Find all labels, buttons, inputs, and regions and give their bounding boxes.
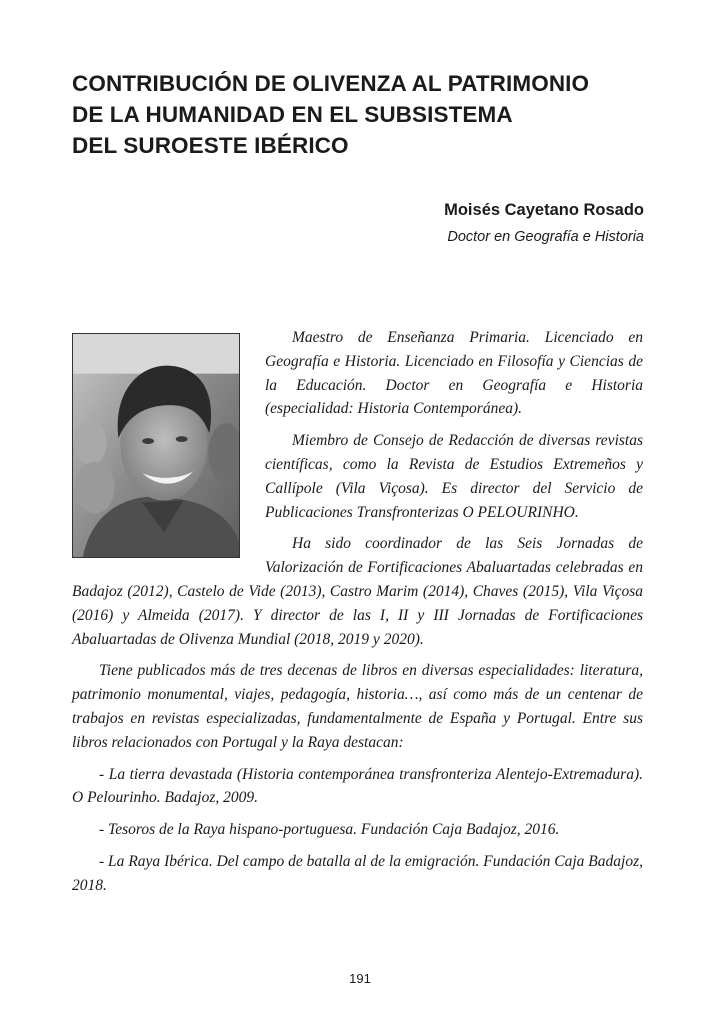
paragraph: Miembro de Consejo de Redacción de diversas revistas científicas, como la Revista de Estudios Extremeños y Callípole (Vila Viçosa). Es director del Servicio de Publicaciones Transfronterizas O PELOURINHO. xyxy=(265,432,643,521)
book-list-item: - La tierra devastada (Historia contemporánea transfronteriza Alentejo-Extremadura). O Pelourinho. Badajoz, 2009. xyxy=(72,765,643,807)
book-list-item: - Tesoros de la Raya hispano-portuguesa. Fundación Caja Badajoz, 2016. xyxy=(99,821,560,839)
paragraph: Tiene publicados más de tres decenas de libros en diversas especialidades: literatura, patrimonio monumental, viajes, pedagogía, historia…, así como más de un centenar de trabajos en revistas especializadas, fundamentalmente de España y Portugal. Entre sus libros relacionados con Portugal y la Raya destacan: xyxy=(72,662,643,751)
article-title xyxy=(72,68,672,161)
author-role: Doctor en Geografía e Historia xyxy=(447,229,644,245)
page-number: 191 xyxy=(349,971,371,986)
author-name: Moisés Cayetano Rosado xyxy=(444,201,644,219)
book-list-item: - La Raya Ibérica. Del campo de batalla al de la emigración. Fundación Caja Badajoz, 2018. xyxy=(72,852,643,894)
title-line: DE LA HUMANIDAD EN EL SUBSISTEMA xyxy=(72,102,513,127)
paragraph: Maestro de Enseñanza Primaria. Licenciado en Geografía e Historia. Licenciado en Filosofía y Ciencias de la Educación. Doctor en Geografía e Historia (especialidad: Historia Contemporánea). xyxy=(265,329,643,418)
title-line: DEL SUROESTE IBÉRICO xyxy=(72,133,349,158)
biography-text xyxy=(72,326,643,906)
title-line: CONTRIBUCIÓN DE OLIVENZA AL PATRIMONIO xyxy=(72,71,590,96)
photo-text-wrap-spacer xyxy=(72,326,240,557)
paragraph: Ha sido coordinador de las Seis Jornadas de Valorización de Fortificaciones Abaluartadas celebradas en Badajoz (2012), Castelo de Vide (2013), Castro Marim (2014), Chaves (2015), Vila Viçosa (2016) y Almeida (2017). Y director de las I, II y III Jornadas de Fortificaciones Abaluartadas de Olivenza Mundial (2018, 2019 y 2020). xyxy=(72,535,643,648)
